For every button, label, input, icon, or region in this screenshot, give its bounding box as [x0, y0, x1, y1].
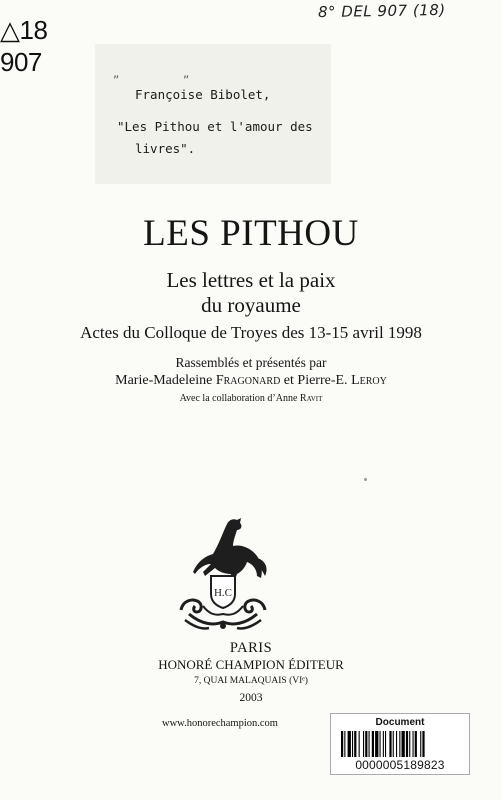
slip-article-title-cont: livres". — [135, 141, 196, 156]
imprint-publisher: HONORÉ CHAMPION ÉDITEUR — [158, 657, 344, 672]
editor1-last: Fragonard — [215, 373, 281, 388]
logo-monogram: H.C — [213, 587, 233, 599]
collaborator-last: Ravit — [299, 393, 323, 404]
editors-names — [0, 373, 502, 389]
proceedings-line: Actes du Colloque de Troyes des 13-15 avril 1998 — [80, 323, 422, 342]
barcode-number: 0000005189823 — [355, 758, 445, 772]
imprint-address: 7, QUAI MALAQUAIS (VIᵉ) — [194, 676, 308, 686]
handwritten-call-number: 8° DEL 907 (18) — [317, 0, 446, 22]
book-title: LES PITHOU — [143, 213, 359, 254]
shelf-mark-line2: 907 — [0, 47, 42, 77]
book-subtitle-line2: du royaume — [201, 293, 301, 317]
slip-author: Françoise Bibolet, — [135, 87, 271, 102]
editors-conjunction: et — [280, 373, 298, 388]
speck — [364, 478, 367, 481]
shelf-mark — [0, 14, 47, 78]
editor2-last: Leroy — [351, 373, 387, 388]
book-subtitle-line1: Les lettres et la paix — [166, 268, 336, 292]
imprint-city: PARIS — [229, 640, 273, 656]
collaboration-line — [0, 393, 502, 404]
shelf-mark-line1: △18 — [0, 15, 48, 45]
editor1-first: Marie-Madeleine — [115, 373, 216, 388]
pasted-reference-slip — [95, 44, 331, 184]
imprint-year: 2003 — [239, 692, 263, 704]
editor2-first: Pierre-E. — [297, 373, 352, 388]
slip-marks: „ „ — [113, 66, 220, 80]
barcode-label — [330, 713, 470, 775]
slip-article-title: "Les Pithou et l'amour des — [117, 119, 313, 134]
editors-intro: Rassemblés et présentés par — [175, 355, 327, 370]
barcode-title: Document — [375, 717, 425, 728]
publisher-website: www.honorechampion.com — [162, 718, 278, 729]
collaboration-prefix: Avec la collaboration d’Anne — [179, 393, 300, 404]
barcode-icon — [341, 731, 459, 757]
rearing-horse-emblem-icon — [175, 514, 271, 632]
